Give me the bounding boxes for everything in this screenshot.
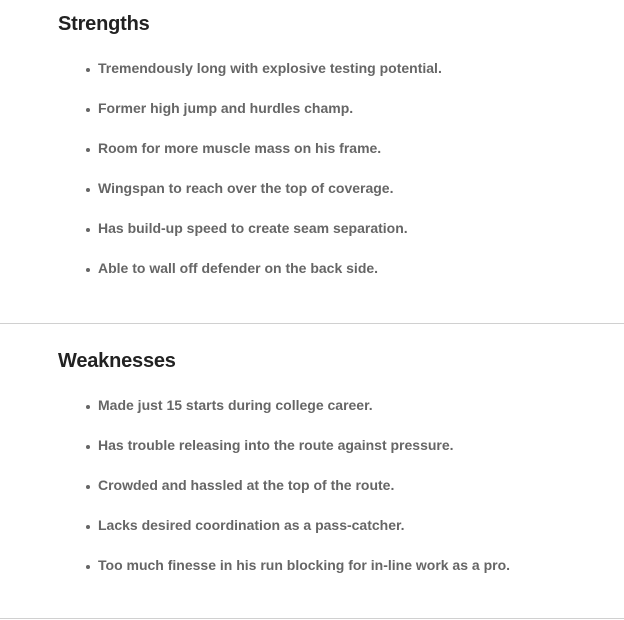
bullet-icon <box>86 68 90 72</box>
list-item-text: Former high jump and hurdles champ. <box>98 100 354 116</box>
list-item-text: Has build-up speed to create seam separation. <box>98 220 408 236</box>
bullet-icon <box>86 485 90 489</box>
bullet-icon <box>86 148 90 152</box>
bullet-icon <box>86 405 90 409</box>
strengths-heading: Strengths <box>58 13 150 35</box>
list-item-text: Wingspan to reach over the top of coverage. <box>98 180 394 196</box>
bullet-icon <box>86 268 90 272</box>
bullet-icon <box>86 228 90 232</box>
bullet-icon <box>86 108 90 112</box>
section-divider <box>0 323 624 324</box>
section-divider <box>0 618 624 619</box>
weaknesses-heading: Weaknesses <box>58 350 176 372</box>
list-item-text: Too much finesse in his run blocking for in-line work as a pro. <box>98 557 511 573</box>
bullet-icon <box>86 445 90 449</box>
list-item-text: Able to wall off defender on the back side. <box>98 260 379 276</box>
list-item-text: Crowded and hassled at the top of the route. <box>98 477 395 493</box>
bullet-icon <box>86 525 90 529</box>
list-item-text: Made just 15 starts during college career. <box>98 397 373 413</box>
list-item-text: Lacks desired coordination as a pass-catcher. <box>98 517 405 533</box>
bullet-icon <box>86 565 90 569</box>
list-item-text: Room for more muscle mass on his frame. <box>98 140 382 156</box>
list-item-text: Tremendously long with explosive testing potential. <box>98 60 442 76</box>
bullet-icon <box>86 188 90 192</box>
list-item-text: Has trouble releasing into the route against pressure. <box>98 437 454 453</box>
